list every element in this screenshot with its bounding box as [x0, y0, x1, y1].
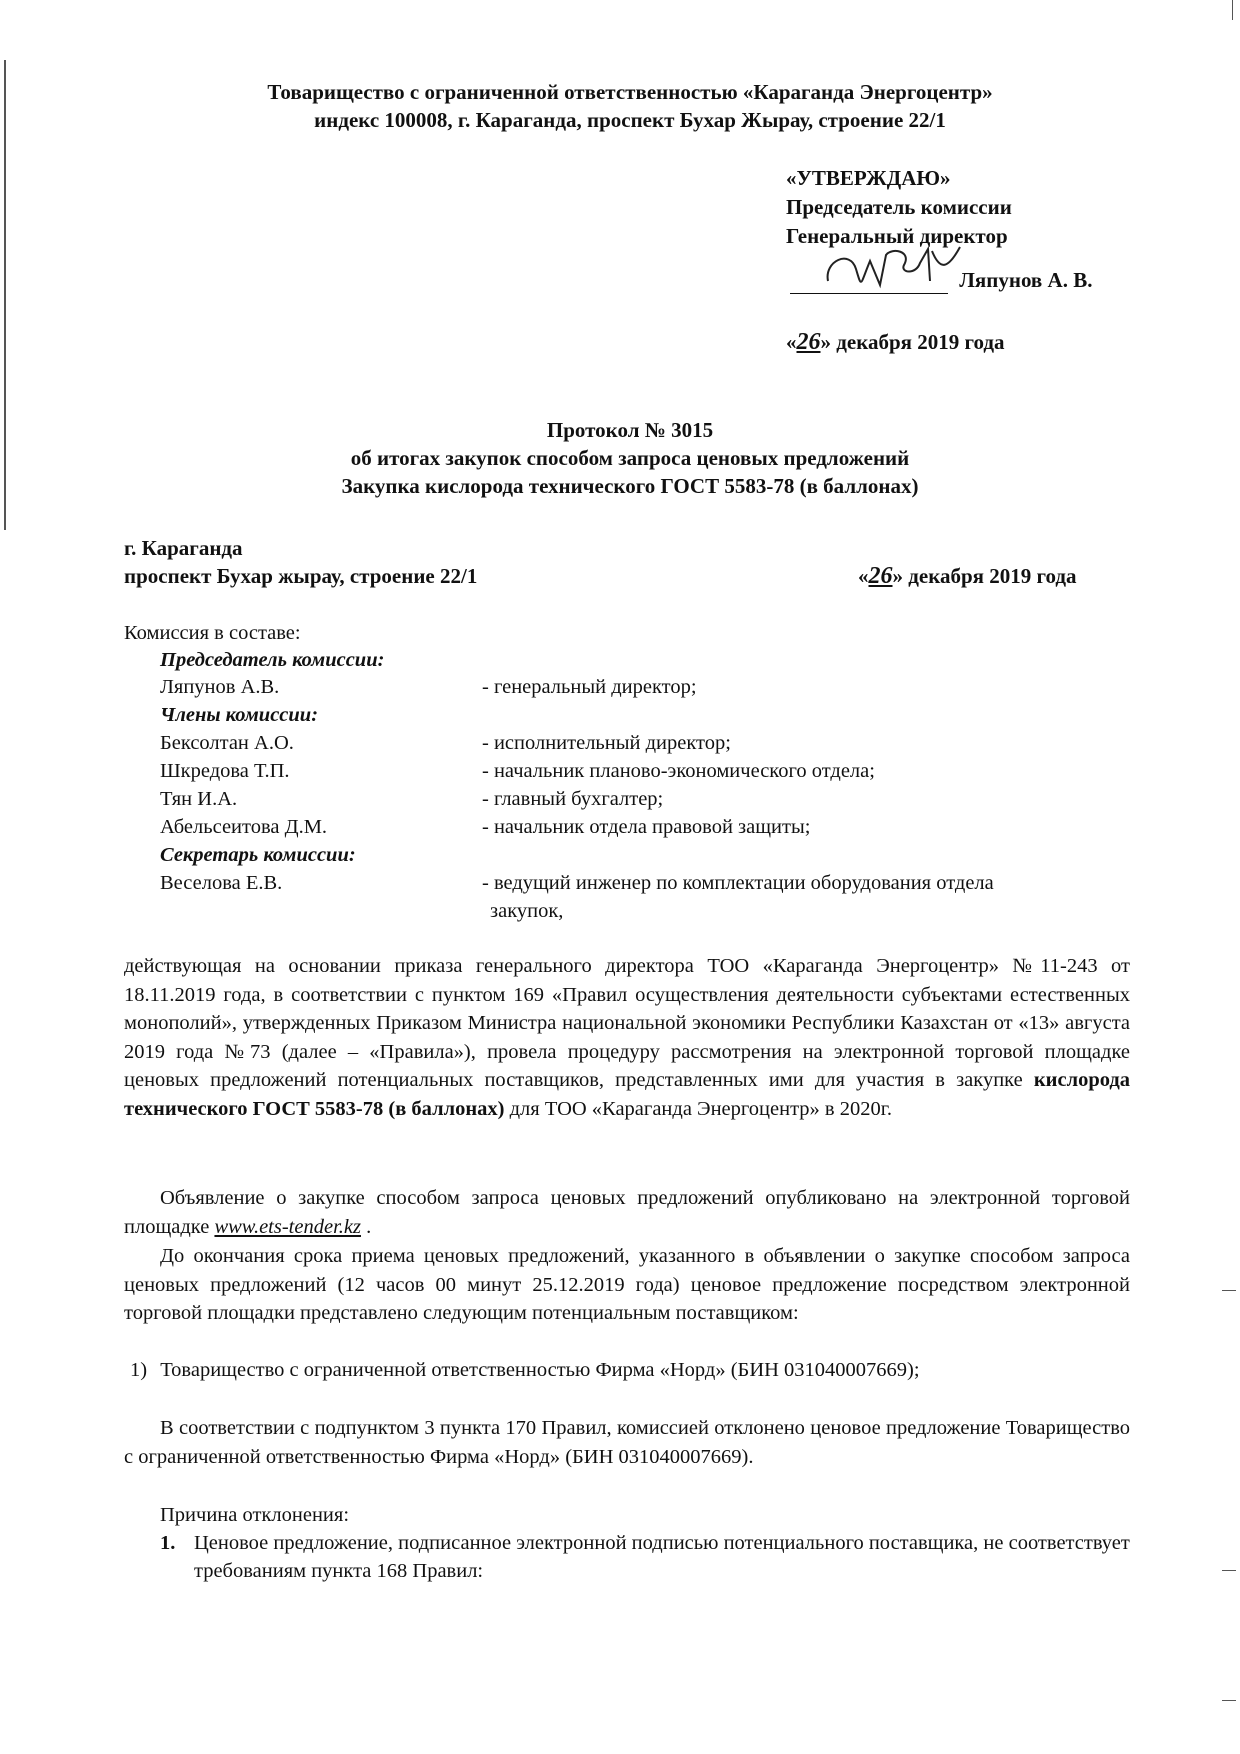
member-name: Бексолтан А.О. — [160, 732, 294, 754]
signer-name: Ляпунов А. В. — [959, 268, 1093, 292]
protocol-subject: об итогах закупок способом запроса ценовых предложений — [350, 446, 910, 470]
place-block — [124, 534, 684, 590]
member-name: Абельсеитова Д.М. — [160, 816, 328, 838]
member-name: Веселова Е.В. — [160, 872, 283, 894]
approval-date: «26» декабря 2019 года — [786, 329, 1005, 355]
protocol-purchase: Закупка кислорода технического ГОСТ 5583-78 (в баллонах) — [341, 474, 919, 498]
chair-heading: Председатель комиссии: — [160, 649, 385, 671]
paragraph-announcement: Объявление о закупке способом запроса ценовых предложений опубликовано на электронной торговой площадке www.ets-tender.kz . — [124, 1187, 1130, 1238]
paragraph-deadline: До окончания срока приема ценовых предложений, указанного в объявлении о закупке способом запроса ценовых предложений (12 часов 00 минут 25.12.2019 года) ценовое предложение посредством электронной торговой площадки представлено следующим потенциальным поставщиком: — [124, 1245, 1130, 1324]
scan-mark-right-1 — [1222, 1290, 1236, 1291]
protocol-number: Протокол № 3015 — [546, 418, 714, 442]
reason-number: 1. — [160, 1532, 176, 1554]
members-heading: Члены комиссии: — [160, 704, 319, 726]
member-role: - главный бухгалтер; — [482, 788, 664, 810]
tender-link[interactable]: www.ets-tender.kz — [214, 1215, 361, 1238]
approval-block — [786, 164, 1226, 251]
signature-line — [790, 267, 948, 294]
member-role: - начальник планово-экономического отдела; — [482, 760, 875, 782]
paragraph-main: действующая на основании приказа генерального директора ТОО «Караганда Энергоцентр» №11-243 от 18.11.2019 года, в соответствии с пунктом 169 «Правил осуществления деятельности субъектами естественных монополий», утвержденных Приказом Министра национальной экономики Республики Казахстан от «13» августа 2019 года №73 (далее – «Правила»), провела процедуру рассмотрения на электронной торговой площадке ценовых предложений потенциальных поставщиков, представленных ими для участия в закупке кислорода технического ГОСТ 5583-78 (в баллонах) для ТОО «Караганда Энергоцентр» в 2020г. — [124, 955, 1130, 1120]
member-role: - исполнительный директор; — [482, 732, 731, 754]
member-role: - генеральный директор; — [482, 676, 697, 698]
scan-mark-right-2 — [1222, 1570, 1236, 1571]
member-role: - начальник отдела правовой защиты; — [482, 816, 811, 838]
member-name: Ляпунов А.В. — [160, 676, 280, 698]
supplier-number: 1) — [130, 1359, 148, 1381]
member-name: Шкредова Т.П. — [160, 760, 290, 782]
reason-text: Ценовое предложение, подписанное электронной подписью потенциального поставщика, не соответствует требованиям пункта 168 Правил: — [194, 1532, 1130, 1582]
member-name: Тян И.А. — [160, 788, 238, 810]
reason-item — [160, 1530, 1132, 1585]
commission-intro: Комиссия в составе: — [124, 622, 301, 644]
secretary-role-continued: закупок, — [490, 900, 564, 922]
place-street: проспект Бухар жырау, строение 22/1 — [124, 564, 478, 588]
place-city: г. Караганда — [124, 536, 243, 560]
scan-edge-right — [1232, 0, 1233, 20]
supplier-name: Товарищество с ограниченной ответственностью Фирма «Норд» (БИН 031040007669); — [160, 1359, 920, 1381]
approval-role-director: Генеральный директор — [786, 224, 1008, 248]
approval-role-chair: Председатель комиссии — [786, 195, 1012, 219]
supplier-item — [130, 1357, 1130, 1385]
scan-edge-left — [4, 60, 6, 530]
scan-mark-right-3 — [1222, 1700, 1236, 1701]
purchase-subject: кислорода технического ГОСТ 5583-78 (в баллонах) — [124, 1069, 1130, 1120]
place-date: «26» декабря 2019 года — [858, 563, 1077, 589]
signature-mark — [820, 241, 970, 293]
org-header — [150, 78, 1110, 134]
protocol-title — [150, 416, 1110, 500]
org-name: Товарищество с ограниченной ответственностью «Караганда Энергоцентр» — [267, 80, 993, 104]
reason-heading: Причина отклонения: — [160, 1504, 350, 1526]
member-role: - ведущий инженер по комплектации оборудования отдела — [482, 872, 994, 894]
paragraph-rejection: В соответствии с подпунктом 3 пункта 170 Правил, комиссией отклонено ценовое предложение Товарищество с ограниченной ответственностью Фирма «Норд» (БИН 031040007669). — [124, 1417, 1130, 1468]
approval-signature-row — [790, 266, 1230, 294]
org-address: индекс 100008, г. Караганда, проспект Бухар Жырау, строение 22/1 — [314, 108, 946, 132]
secretary-heading: Секретарь комиссии: — [160, 844, 356, 866]
place-day-handwritten: 26 — [868, 563, 893, 589]
approval-day-handwritten: 26 — [796, 329, 821, 355]
approval-title: «УТВЕРЖДАЮ» — [786, 166, 951, 190]
